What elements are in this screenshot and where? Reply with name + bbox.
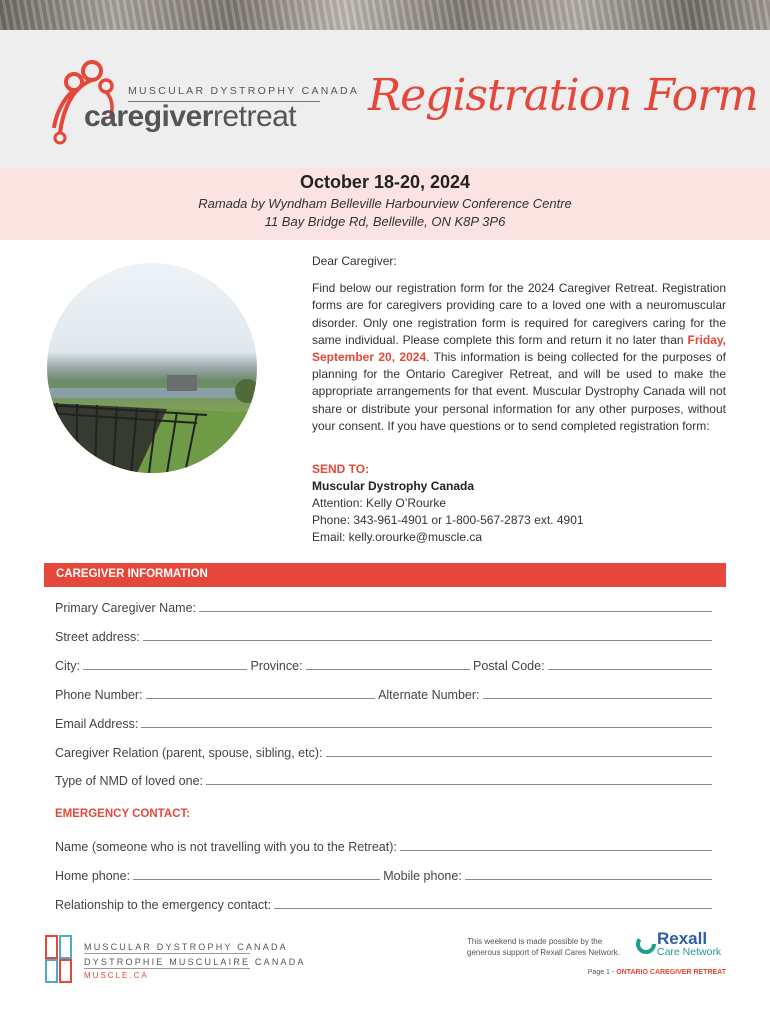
photo-railing-illustration <box>47 263 257 473</box>
send-to-label: SEND TO: <box>312 462 370 476</box>
sponsor-subtitle: Care Network <box>657 946 722 958</box>
logo-wordmark <box>84 100 296 134</box>
street-address-label: Street address: <box>55 630 140 644</box>
footer-org-fr: DYSTROPHIE MUSCULAIRE CANADA <box>84 957 306 967</box>
footer-website[interactable]: MUSCLE.CA <box>84 971 149 980</box>
letter-body-start: Find below our registration form for the 2024 Caregiver Retreat. Registration forms are for caregivers providing care to a loved one with a neuromuscular disorder. Only one registration form is required for caregivers caring for the same individual. Please complete this form and return it no later than <box>312 281 726 347</box>
province-label: Province: <box>250 659 303 673</box>
home-phone-line[interactable] <box>133 878 380 880</box>
page-title: Registration Form <box>368 70 758 121</box>
event-date: October 18-20, 2024 <box>299 172 471 192</box>
event-venue: Ramada by Wyndham Belleville Harbourview Conference Centre <box>198 196 572 211</box>
email-address-line[interactable] <box>141 726 712 728</box>
letter-body-end: . This information is being collected for the purposes of planning for the Ontario Caregiver Retreat, and will be used to make the appropriate arrangements for that event. Muscular Dystrophy Canada will not share or distribute your personal information for any other purposes, without your consent. If you have questions or to send completed registration form: <box>312 350 726 433</box>
caregiver-relation-line[interactable] <box>326 755 713 757</box>
emergency-relationship-label: Relationship to the emergency contact: <box>55 898 272 912</box>
send-to-email: Email: kelly.orourke@muscle.ca <box>312 530 483 544</box>
postal-code-line[interactable] <box>548 668 712 670</box>
primary-caregiver-name-line[interactable] <box>199 610 712 612</box>
footer-divider <box>84 953 250 954</box>
postal-code-label: Postal Code: <box>472 659 545 673</box>
mobile-phone-line[interactable] <box>465 878 712 880</box>
alternate-number-line[interactable] <box>483 697 713 699</box>
footer-org-en: MUSCULAR DYSTROPHY CANADA <box>84 942 288 952</box>
rexall-logo-icon <box>636 931 656 957</box>
send-to-attention: Attention: Kelly O’Rourke <box>312 496 447 510</box>
org-name: MUSCULAR DYSTROPHY CANADA <box>128 85 360 97</box>
page-footer-title: ONTARIO CAREGIVER RETREAT <box>616 969 726 976</box>
email-address-field[interactable] <box>55 713 715 731</box>
nmd-type-line[interactable] <box>206 783 712 785</box>
caregiver-section-header <box>44 563 726 587</box>
home-phone-label: Home phone: <box>55 869 131 883</box>
harbour-photo <box>47 263 257 473</box>
emergency-contact-heading: EMERGENCY CONTACT: <box>55 808 191 820</box>
primary-caregiver-name-field[interactable] <box>55 597 715 615</box>
phone-row <box>55 684 715 702</box>
province-line[interactable] <box>306 668 470 670</box>
phone-number-line[interactable] <box>146 697 376 699</box>
street-address-field[interactable] <box>55 626 715 644</box>
letter-body <box>312 280 726 435</box>
emergency-relationship-line[interactable] <box>274 907 712 909</box>
emergency-name-line[interactable] <box>400 849 712 851</box>
street-address-line[interactable] <box>143 639 712 641</box>
logo-word-bold: caregiver <box>84 100 213 133</box>
caregiver-relation-field[interactable] <box>55 742 715 760</box>
send-to-block <box>312 461 584 546</box>
city-label: City: <box>55 659 80 673</box>
city-province-postal-row <box>55 655 715 673</box>
sponsor-thanks: This weekend is made possible by the generous support of Rexall Cares Network. <box>467 937 620 957</box>
emergency-name-field[interactable] <box>55 836 715 854</box>
send-to-org: Muscular Dystrophy Canada <box>312 479 475 493</box>
page-footer <box>0 969 726 976</box>
page-number: Page 1 - <box>587 969 617 976</box>
phone-number-label: Phone Number: <box>55 688 143 702</box>
caregiver-relation-label: Caregiver Relation (parent, spouse, sibling, etc): <box>55 746 323 760</box>
alternate-number-label: Alternate Number: <box>378 688 480 702</box>
logo-word-regular: retreat <box>212 100 297 133</box>
wood-banner <box>0 0 770 30</box>
sponsor-name: Rexall <box>657 929 708 948</box>
send-to-phone: Phone: 343-961-4901 or 1-800-567-2873 ext. 4901 <box>312 513 584 527</box>
email-address-label: Email Address: <box>55 717 139 731</box>
emergency-phone-row <box>55 865 715 883</box>
nmd-type-label: Type of NMD of loved one: <box>55 774 203 788</box>
emergency-relationship-field[interactable] <box>55 894 715 912</box>
intro-letter <box>312 253 726 435</box>
primary-caregiver-name-label: Primary Caregiver Name: <box>55 601 197 615</box>
city-line[interactable] <box>83 668 247 670</box>
emergency-name-label: Name (someone who is not travelling with you to the Retreat): <box>55 840 397 854</box>
deadline-date: Friday, September 20, 2024 <box>312 332 726 365</box>
event-address: 11 Bay Bridge Rd, Belleville, ON K8P 3P6 <box>264 214 506 229</box>
caregiver-section-title: CAREGIVER INFORMATION <box>56 568 208 580</box>
mdc-puzzle-logo-icon <box>44 934 74 984</box>
nmd-type-field[interactable] <box>55 770 715 788</box>
mobile-phone-label: Mobile phone: <box>383 869 462 883</box>
letter-greeting: Dear Caregiver: <box>312 254 397 268</box>
